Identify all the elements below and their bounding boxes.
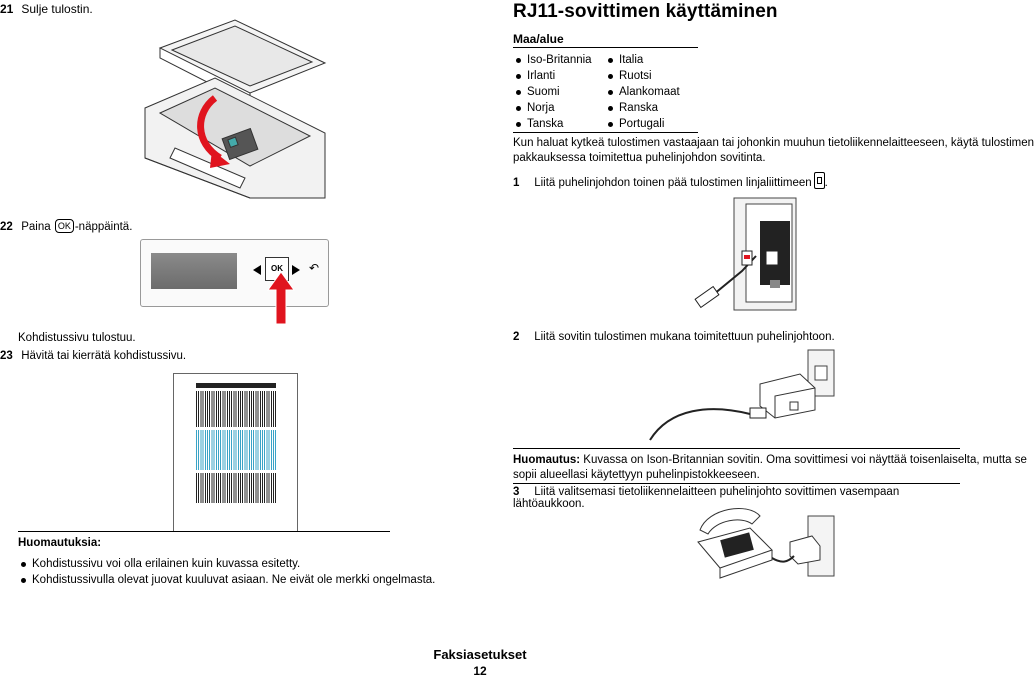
step-number: 2 <box>513 331 520 343</box>
step-22 <box>0 219 132 233</box>
black-lines-2 <box>196 473 276 503</box>
back-icon: ↶ <box>309 261 320 275</box>
countries-col-1 <box>513 52 592 132</box>
note-divider-top <box>513 448 960 449</box>
note-divider-bottom <box>513 483 960 484</box>
footer-page-number: 12 <box>473 664 487 678</box>
telephone-illustration <box>690 502 840 586</box>
list-item: Italia <box>605 52 680 68</box>
ok-button: OK <box>265 257 289 281</box>
step-number: 23 <box>0 350 13 362</box>
step-text: Liitä puhelinjohdon toinen pää tulostimen linjaliittimeen <box>534 177 812 189</box>
left-arrow-icon <box>253 265 261 275</box>
list-item: Kohdistussivulla olevat juovat kuuluvat asiaan. Ne eivät ole merkki ongelmasta. <box>18 572 435 588</box>
note-line-2: sopii alueellasi käytettyyn puhelinpistokkeeseen. <box>513 469 760 481</box>
step-number: 3 <box>513 486 520 498</box>
region-divider <box>513 47 698 48</box>
note-line-1 <box>513 453 1027 468</box>
step-1 <box>513 172 828 189</box>
cyan-lines <box>196 430 276 470</box>
list-item: Irlanti <box>513 68 592 84</box>
intro-text <box>513 136 1034 166</box>
control-panel-illustration <box>140 239 329 307</box>
list-item: Ranska <box>605 100 680 116</box>
step-text: Hävitä tai kierrätä kohdistussivu. <box>21 350 187 362</box>
intro-line: pakkauksessa toimitettua puhelinjohdon sovitinta. <box>513 152 766 164</box>
note-text: Kuvassa on Ison-Britannian sovitin. Oma sovittimesi voi näyttää toisenlaiselta, mutta se <box>583 454 1027 466</box>
lcd-screen <box>151 253 237 289</box>
step-text-after: -näppäintä. <box>74 221 133 233</box>
footer-section: Faksiasetukset <box>433 647 527 662</box>
countries-col-2 <box>605 52 680 132</box>
red-arrow-icon <box>266 270 296 326</box>
list-item: Suomi <box>513 84 592 100</box>
step-text: Liitä sovitin tulostimen mukana toimitettuun puhelinjohtoon. <box>534 331 835 343</box>
black-lines-1 <box>196 391 276 427</box>
ok-key-icon: OK <box>55 219 74 233</box>
list-item: Norja <box>513 100 592 116</box>
step-23 <box>0 350 186 362</box>
step-2 <box>513 331 835 343</box>
region-label: Maa/alue <box>513 32 564 46</box>
step-number: 22 <box>0 221 13 233</box>
list-item: Kohdistussivu voi olla erilainen kuin kuvassa esitetty. <box>18 556 435 572</box>
line-port-icon <box>814 172 825 189</box>
list-item: Ruotsi <box>605 68 680 84</box>
printer-port-illustration <box>694 196 798 312</box>
notes-title: Huomautuksia: <box>18 537 102 549</box>
step-number: 1 <box>513 177 520 189</box>
black-bar <box>196 383 276 388</box>
note <box>513 453 1027 483</box>
intro-line: Kun haluat kytkeä tulostimen vastaajaan tai johonkin muuhun tietoliikennelaitteeseen, käytä tulostimen <box>513 137 1034 149</box>
page-title: RJ11-sovittimen käyttäminen <box>513 1 778 22</box>
note-label: Huomautus: <box>513 454 581 466</box>
step-suffix: . <box>824 177 828 189</box>
alignment-page-illustration <box>173 373 298 532</box>
step-number: 21 <box>0 2 14 16</box>
list-item: Portugali <box>605 116 680 132</box>
step-text: Sulje tulostin. <box>21 2 93 16</box>
list-item: Alankomaat <box>605 84 680 100</box>
countries-divider <box>513 132 698 133</box>
result-text: Kohdistussivu tulostuu. <box>18 332 136 344</box>
list-item: Tanska <box>513 116 592 132</box>
notes-divider <box>18 531 390 532</box>
list-item: Iso-Britannia <box>513 52 592 68</box>
step-21 <box>0 2 93 16</box>
notes-list <box>18 556 435 588</box>
step-text: Liitä valitsemasi tietoliikennelaitteen puhelinjohto sovittimen vasempaan lähtöaukkoon. <box>513 486 900 510</box>
adapter-illustration <box>650 348 840 442</box>
step-text-before: Paina <box>21 221 51 233</box>
printer-illustration <box>140 18 330 204</box>
